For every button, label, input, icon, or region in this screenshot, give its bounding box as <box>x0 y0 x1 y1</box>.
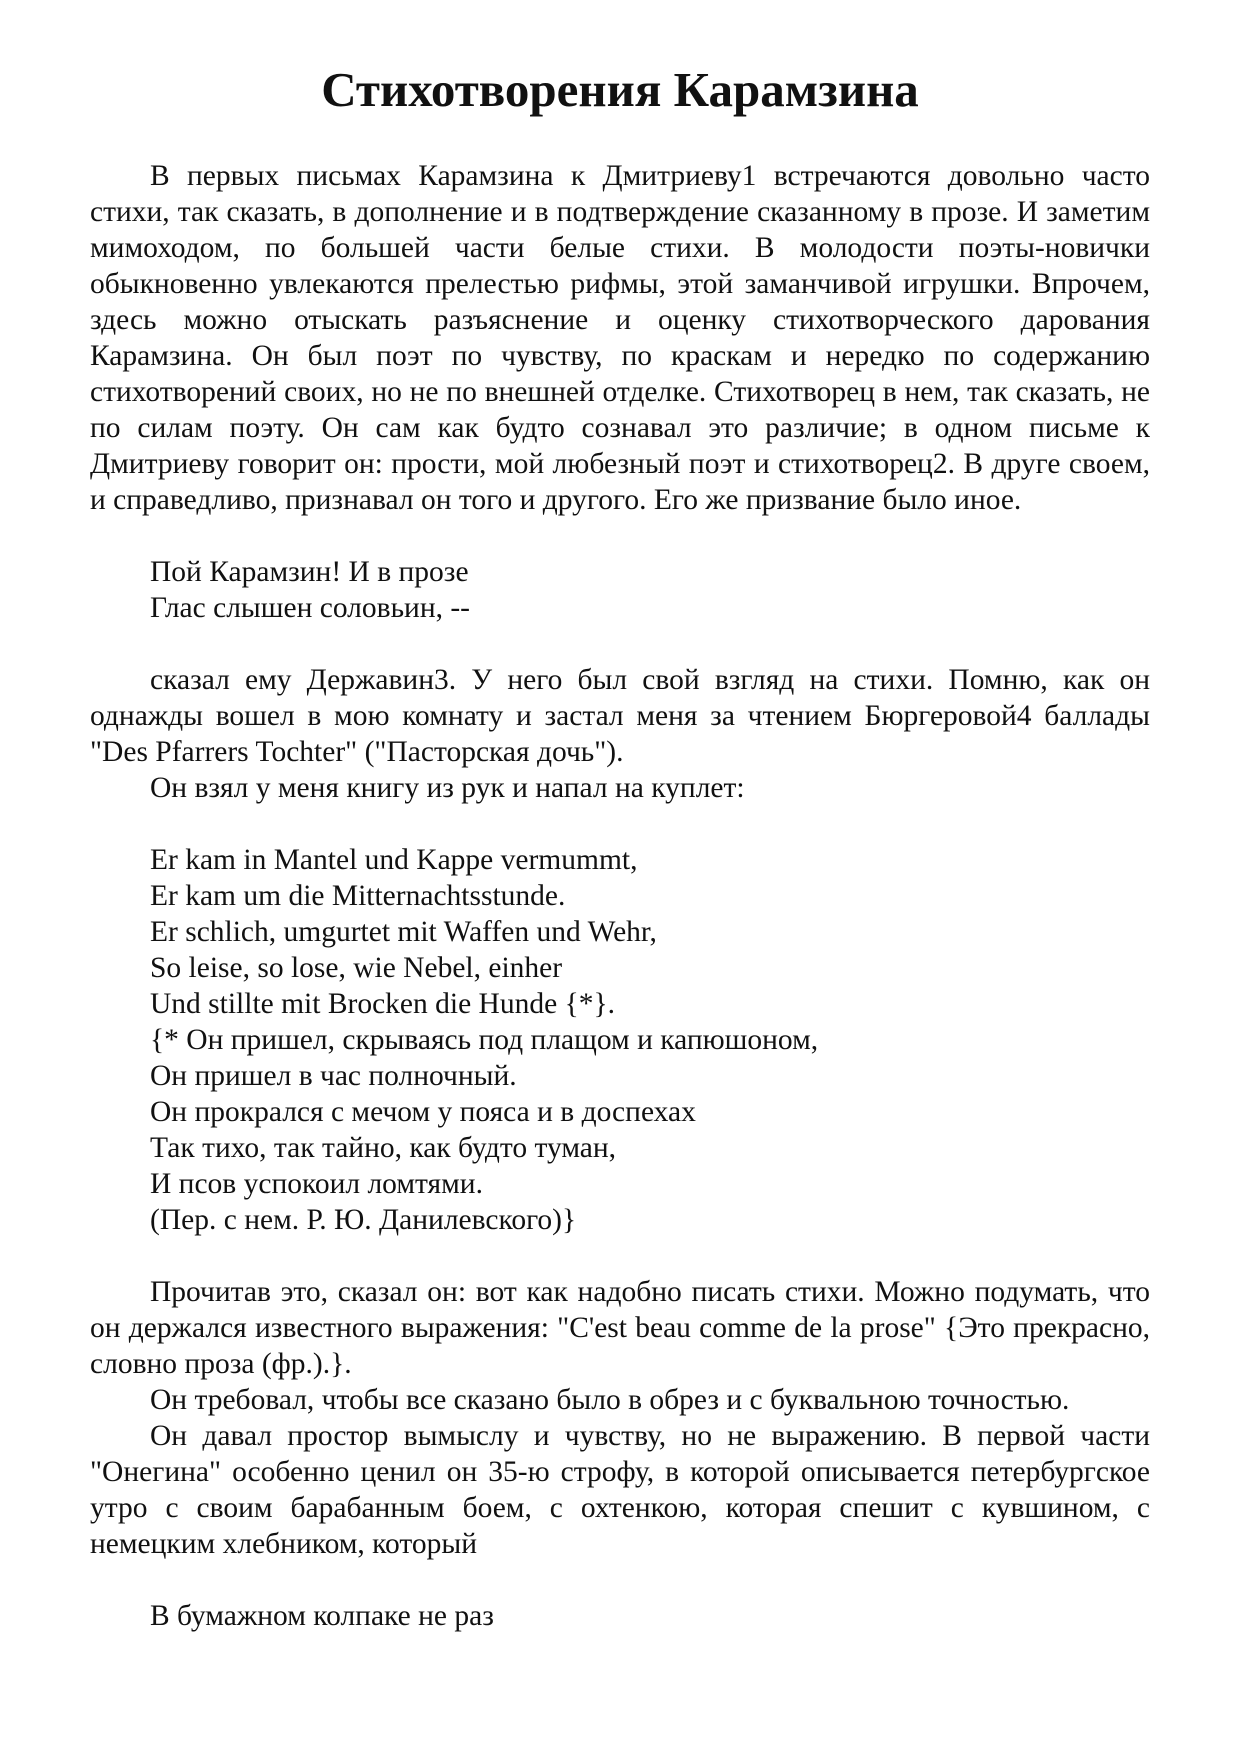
page-title: Стихотворения Карамзина <box>321 62 919 117</box>
footnote-line: {* Он пришел, скрываясь под плащом и капюшоном, <box>150 1024 819 1056</box>
verse-line: Глас слышен соловьин, -- <box>150 592 471 624</box>
translator-credit: (Пер. с нем. Р. Ю. Данилевского)} <box>150 1204 577 1236</box>
verse-3 <box>90 1598 1150 1634</box>
spacer <box>90 518 1150 554</box>
paragraph-1: В первых письмах Карамзина к Дмитриеву1 встречаются довольно часто стихи, так сказать, в дополнение и в подтверждение сказанному в прозе. И заметим мимоходом, по большей части белые стихи. В молодости поэты-новички обыкновенно увлекаются прелестью рифмы, этой заманчивой игрушки. Впрочем, здесь можно отыскать разъяснение и оценку стихотворческого дарования Карамзина. Он был поэт по чувству, по краскам и нередко по содержанию стихотворений своих, но не по внешней отделке. Стихотворец в нем, так сказать, не по силам поэту. Он сам как будто сознавал это различие; в одном письме к Дмитриеву говорит он: прости, мой любезный поэт и стихотворец2. В друге своем, и справедливо, признавал он того и другого. Его же призвание было иное. <box>90 160 1150 516</box>
footnote-line: И псов успокоил ломтями. <box>150 1168 483 1200</box>
verse-line: Er kam in Mantel und Kappe vermummt, <box>150 844 638 876</box>
paragraph-4: Прочитав это, сказал он: вот как надобно писать стихи. Можно подумать, что он держался известного выражения: "C'est beau comme de la prose" {Это прекрасно, словно проза (фр.).}. <box>90 1276 1150 1380</box>
verse-line: Er schlich, umgurtet mit Waffen und Wehr, <box>150 916 657 948</box>
verse-line: В бумажном колпаке не раз <box>150 1600 494 1632</box>
paragraph-2: сказал ему Державин3. У него был свой взгляд на стихи. Помню, как он однажды вошел в мою комнату и застал меня за чтением Бюргеровой4 баллады "Des Pfarrers Tochter" ("Пасторская дочь"). <box>90 664 1150 768</box>
spacer <box>90 626 1150 662</box>
document-page <box>90 55 1150 1634</box>
footnote-line: Он пришел в час полночный. <box>150 1060 517 1092</box>
verse-2 <box>90 842 1150 1238</box>
spacer <box>90 1562 1150 1598</box>
paragraph-6: Он давал простор вымыслу и чувству, но не выражению. В первой части "Онегина" особенно ценил он 35-ю строфу, в которой описывается петербургское утро с своим барабанным боем, с охтенкою, которая спешит с кувшином, с немецким хлебником, который <box>90 1420 1150 1560</box>
verse-line: So leise, so lose, wie Nebel, einher <box>150 952 563 984</box>
document-body <box>90 158 1150 1634</box>
footnote-line: Так тихо, так тайно, как будто туман, <box>150 1132 617 1164</box>
verse-1 <box>90 554 1150 626</box>
spacer <box>90 806 1150 842</box>
paragraph-5: Он требовал, чтобы все сказано было в обрез и с буквальною точностью. <box>150 1384 1070 1416</box>
paragraph-3: Он взял у меня книгу из рук и напал на куплет: <box>150 772 745 804</box>
verse-line: Er kam um die Mitternachtsstunde. <box>150 880 566 912</box>
spacer <box>90 1238 1150 1274</box>
verse-line: Und stillte mit Brocken die Hunde {*}. <box>150 988 616 1020</box>
verse-line: Пой Карамзин! И в прозе <box>150 556 469 588</box>
footnote-line: Он прокрался с мечом у пояса и в доспехах <box>150 1096 696 1128</box>
